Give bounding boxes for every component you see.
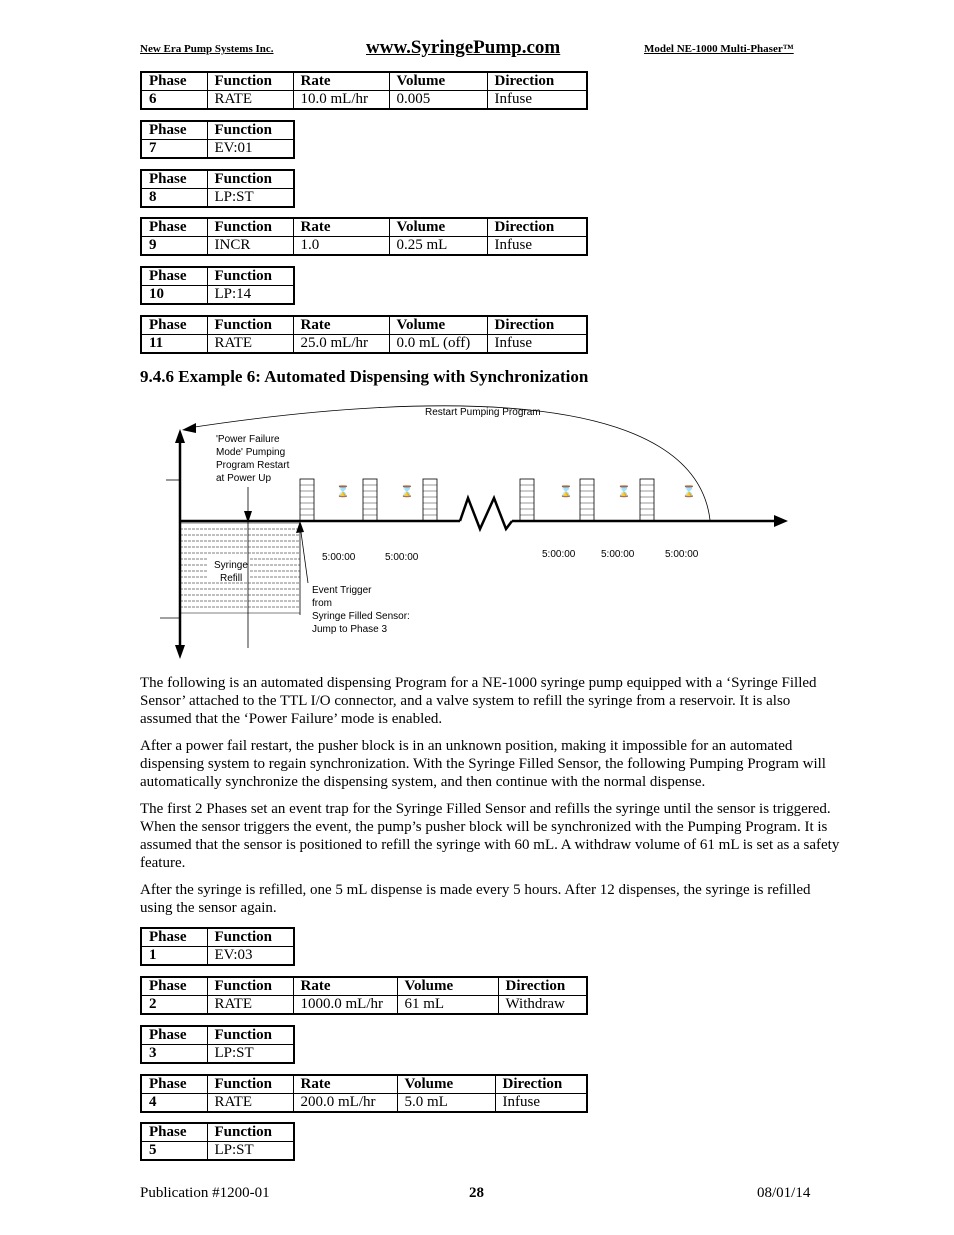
table-cell: Infuse <box>487 335 587 354</box>
table-cell: RATE <box>207 91 293 110</box>
table-cell: 1.0 <box>293 237 389 256</box>
dispense-pulse <box>363 479 377 521</box>
phase-number: 10 <box>141 286 207 305</box>
table-cell: 61 mL <box>397 996 498 1015</box>
hourglass-icon: ⌛ <box>400 486 414 498</box>
hourglass-icon: ⌛ <box>617 486 631 498</box>
phase-number: 6 <box>141 91 207 110</box>
col-header: Volume <box>397 1075 495 1094</box>
col-header: Direction <box>487 316 587 335</box>
dispense-pulse <box>423 479 437 521</box>
col-header: Function <box>207 1075 293 1094</box>
col-header: Phase <box>141 1123 207 1142</box>
table-cell: RATE <box>207 335 293 354</box>
dispense-pulse <box>300 479 314 521</box>
paragraph-1: The following is an automated dispensing Program for a NE-1000 syringe pump equipped with a ‘Syringe Filled Sensor’ attached to the TTL I/O connector, and a valve system to refill the syringe from a reservoir. It is also assumed that the ‘Power Failure’ mode is enabled. <box>140 675 817 727</box>
header-model: Model NE-1000 Multi-Phaser™ <box>644 43 794 55</box>
time-label: 5:00:00 <box>601 549 635 560</box>
col-header: Rate <box>293 1075 397 1094</box>
col-header: Function <box>207 977 293 996</box>
power-failure-line-2: Mode' Pumping <box>216 447 286 458</box>
table-cell: 0.005 <box>389 91 487 110</box>
syringe-label-2: Refill <box>220 573 243 584</box>
header-website[interactable]: www.SyringePump.com <box>366 37 561 58</box>
table-cell: 0.25 mL <box>389 237 487 256</box>
table-cell: Infuse <box>487 237 587 256</box>
section-title: 9.4.6 Example 6: Automated Dispensing with Synchronization <box>140 367 589 386</box>
col-header: Direction <box>495 1075 587 1094</box>
col-header: Phase <box>141 316 207 335</box>
time-label: 5:00:00 <box>665 549 699 560</box>
event-line-3: Syringe Filled Sensor: <box>312 611 410 622</box>
col-header: Function <box>207 1123 294 1142</box>
paragraph-4: After the syringe is refilled, one 5 mL dispense is made every 5 hours. After 12 dispenses, the syringe is refilled using the sensor again. <box>140 882 811 916</box>
table-cell: 1000.0 mL/hr <box>293 996 397 1015</box>
phase-number: 4 <box>141 1094 207 1113</box>
table-cell: RATE <box>207 996 293 1015</box>
phase-number: 1 <box>141 947 207 966</box>
col-header: Phase <box>141 977 207 996</box>
hourglass-icon: ⌛ <box>336 486 350 498</box>
phase-table-6 <box>140 71 588 110</box>
table-cell: Withdraw <box>498 996 587 1015</box>
dispense-pulse <box>580 479 594 521</box>
paragraph-2: After a power fail restart, the pusher block is in an unknown position, making it impossible for an automated dispensing system to regain synchronization. With the Syringe Filled Sensor, the following Pumping Program will automatically synchronize the dispensing system, and then continue with the normal dispense. <box>140 738 826 790</box>
table-cell: Infuse <box>487 91 587 110</box>
event-trigger-pointer <box>300 525 308 583</box>
phase-table-9 <box>140 217 588 256</box>
table-cell: LP:ST <box>207 189 294 208</box>
col-header: Direction <box>487 218 587 237</box>
col-header: Phase <box>141 1075 207 1094</box>
phase-table-1 <box>140 927 295 966</box>
timeline-break <box>460 498 512 529</box>
col-header: Direction <box>498 977 587 996</box>
col-header: Phase <box>141 170 207 189</box>
dispense-pulse <box>520 479 534 521</box>
dispensing-diagram <box>150 393 810 665</box>
table-cell: 200.0 mL/hr <box>293 1094 397 1113</box>
time-label: 5:00:00 <box>385 552 419 563</box>
col-header: Volume <box>389 316 487 335</box>
axis-arrow-down <box>175 645 185 659</box>
restart-label: Restart Pumping Program <box>425 407 541 418</box>
col-header: Volume <box>389 218 487 237</box>
col-header: Volume <box>389 72 487 91</box>
phase-number: 3 <box>141 1045 207 1064</box>
time-label: 5:00:00 <box>542 549 576 560</box>
restart-arrowhead <box>182 423 196 433</box>
phase-number: 8 <box>141 189 207 208</box>
phase-number: 9 <box>141 237 207 256</box>
header-company: New Era Pump Systems Inc. <box>140 43 274 55</box>
phase-number: 2 <box>141 996 207 1015</box>
col-header: Phase <box>141 267 207 286</box>
col-header: Function <box>207 218 293 237</box>
col-header: Rate <box>293 72 389 91</box>
col-header: Function <box>207 121 294 140</box>
power-failure-line-3: Program Restart <box>216 460 290 471</box>
table-cell: RATE <box>207 1094 293 1113</box>
col-header: Function <box>207 1026 294 1045</box>
table-cell: LP:ST <box>207 1045 294 1064</box>
col-header: Phase <box>141 72 207 91</box>
hourglass-icon: ⌛ <box>682 486 696 498</box>
event-line-4: Jump to Phase 3 <box>312 624 388 635</box>
col-header: Rate <box>293 316 389 335</box>
col-header: Phase <box>141 121 207 140</box>
phase-table-4 <box>140 1074 588 1113</box>
phase-number: 7 <box>141 140 207 159</box>
table-cell: 10.0 mL/hr <box>293 91 389 110</box>
col-header: Function <box>207 928 294 947</box>
dispense-pulse <box>640 479 654 521</box>
col-header: Function <box>207 72 293 91</box>
footer-publication: Publication #1200-01 <box>140 1185 270 1201</box>
table-cell: LP:ST <box>207 1142 294 1161</box>
phase-table-10 <box>140 266 295 305</box>
table-cell: 5.0 mL <box>397 1094 495 1113</box>
event-line-1: Event Trigger <box>312 585 372 596</box>
phase-table-11 <box>140 315 588 354</box>
col-header: Function <box>207 170 294 189</box>
footer-date: 08/01/14 <box>757 1185 811 1201</box>
col-header: Function <box>207 316 293 335</box>
footer-page-number: 28 <box>469 1185 484 1201</box>
power-failure-line-4: at Power Up <box>216 473 272 484</box>
phase-table-5 <box>140 1122 295 1161</box>
col-header: Phase <box>141 928 207 947</box>
phase-number: 11 <box>141 335 207 354</box>
power-failure-line-1: 'Power Failure <box>216 434 280 445</box>
event-line-2: from <box>312 598 332 609</box>
axis-arrow-up <box>175 429 185 443</box>
table-cell: EV:01 <box>207 140 294 159</box>
col-header: Direction <box>487 72 587 91</box>
table-cell: Infuse <box>495 1094 587 1113</box>
phase-table-3 <box>140 1025 295 1064</box>
col-header: Volume <box>397 977 498 996</box>
col-header: Rate <box>293 977 397 996</box>
col-header: Phase <box>141 1026 207 1045</box>
time-label: 5:00:00 <box>322 552 356 563</box>
table-cell: INCR <box>207 237 293 256</box>
col-header: Rate <box>293 218 389 237</box>
table-cell: LP:14 <box>207 286 294 305</box>
phase-table-8 <box>140 169 295 208</box>
paragraph-3: The first 2 Phases set an event trap for the Syringe Filled Sensor and refills the syringe until the sensor is triggered. When the sensor triggers the event, the pump’s pusher block will be synchronized with the Pumping Program. It is assumed that the sensor is positioned to refill the syringe with 60 mL. A withdraw volume of 61 mL is set as a safety feature. <box>140 801 840 871</box>
table-cell: EV:03 <box>207 947 294 966</box>
timeline-arrowhead <box>774 515 788 527</box>
syringe-label-1: Syringe <box>214 560 248 571</box>
hourglass-icon: ⌛ <box>559 486 573 498</box>
col-header: Phase <box>141 218 207 237</box>
phase-number: 5 <box>141 1142 207 1161</box>
phase-table-7 <box>140 120 295 159</box>
table-cell: 0.0 mL (off) <box>389 335 487 354</box>
table-cell: 25.0 mL/hr <box>293 335 389 354</box>
col-header: Function <box>207 267 294 286</box>
phase-table-2 <box>140 976 588 1015</box>
